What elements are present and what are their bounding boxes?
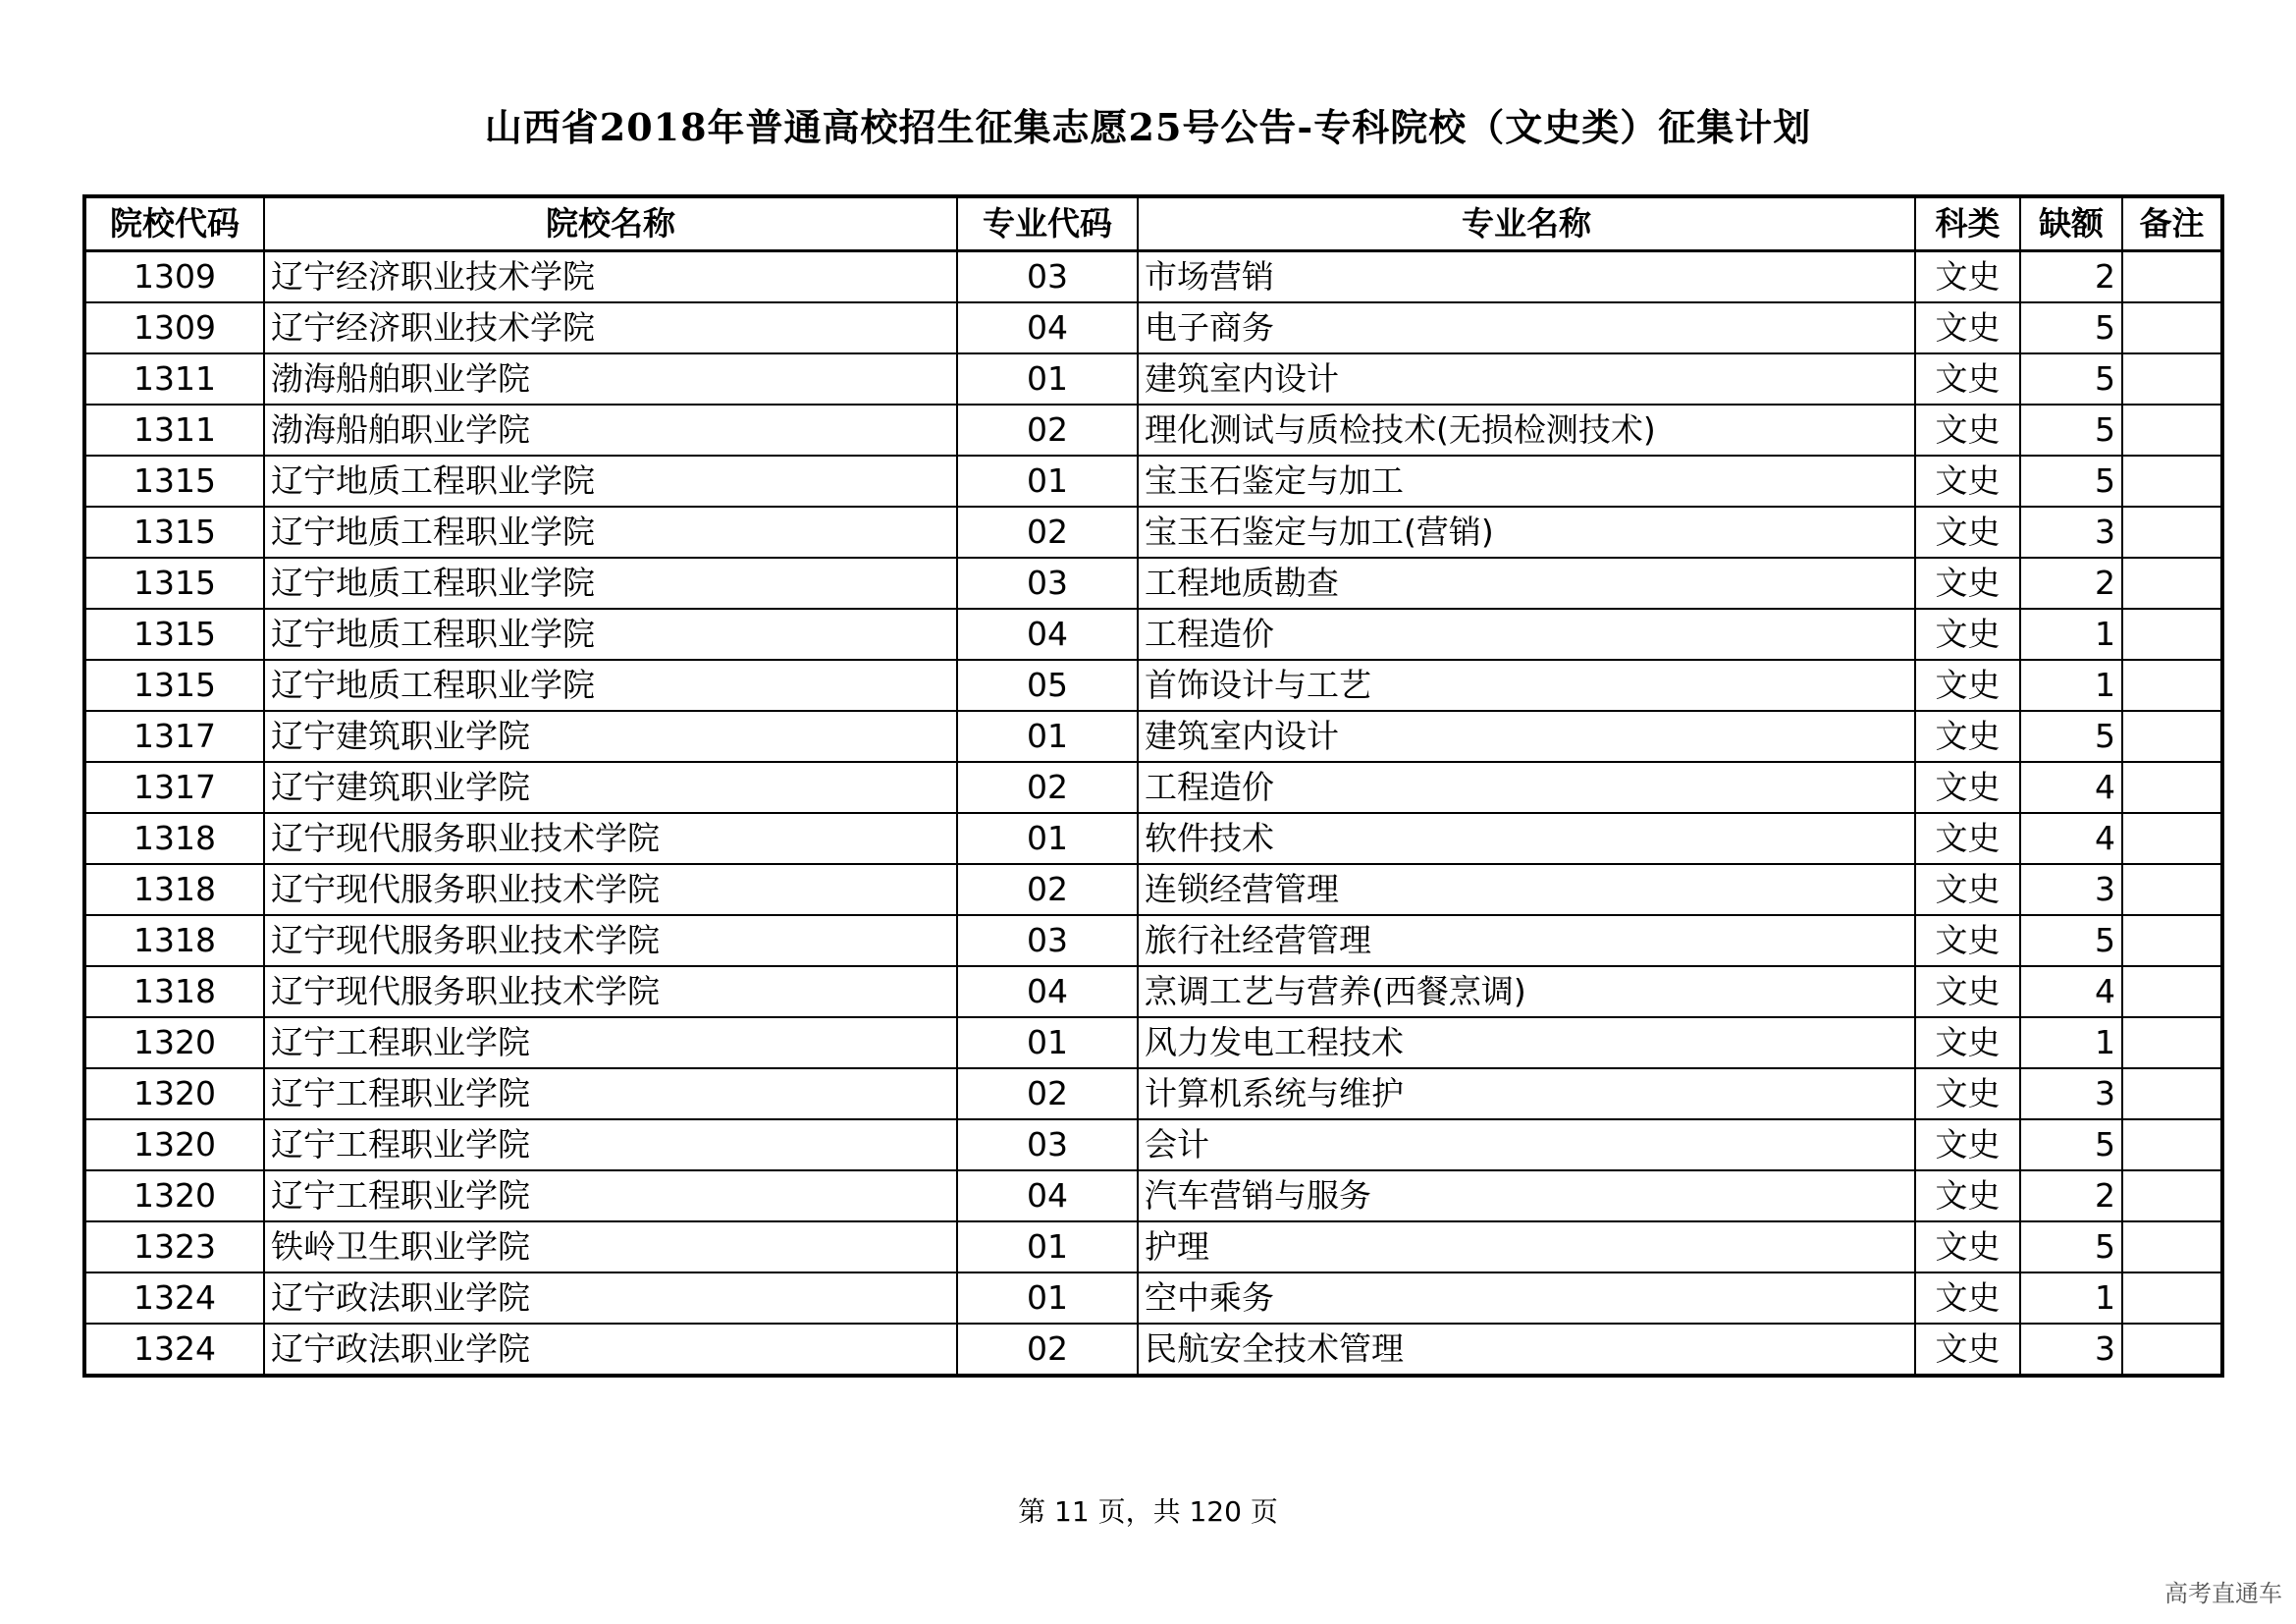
cell-school-name: 辽宁建筑职业学院 [264, 762, 957, 813]
cell-school-code: 1320 [84, 1068, 264, 1119]
cell-school-name: 辽宁建筑职业学院 [264, 711, 957, 762]
cell-major-name: 烹调工艺与营养(西餐烹调) [1138, 966, 1915, 1017]
cell-major-name: 市场营销 [1138, 251, 1915, 303]
cell-school-code: 1315 [84, 456, 264, 507]
page-number: 第 11 页，共 120 页 [1018, 1495, 1278, 1528]
cell-school-code: 1318 [84, 915, 264, 966]
cell-major-code: 01 [957, 353, 1138, 405]
cell-school-name: 辽宁经济职业技术学院 [264, 251, 957, 303]
cell-category: 文史 [1915, 1017, 2020, 1068]
cell-vacancies: 1 [2020, 660, 2122, 711]
cell-remarks [2122, 1119, 2222, 1170]
table-row [84, 1119, 2222, 1170]
table-row [84, 1324, 2222, 1376]
cell-major-code: 03 [957, 915, 1138, 966]
cell-school-name: 渤海船舶职业学院 [264, 405, 957, 456]
cell-remarks [2122, 1221, 2222, 1272]
cell-category: 文史 [1915, 660, 2020, 711]
cell-category: 文史 [1915, 711, 2020, 762]
cell-major-name: 软件技术 [1138, 813, 1915, 864]
header-remarks: 备注 [2122, 196, 2222, 251]
cell-remarks [2122, 711, 2222, 762]
cell-remarks [2122, 1017, 2222, 1068]
cell-remarks [2122, 762, 2222, 813]
table-row [84, 864, 2222, 915]
cell-category: 文史 [1915, 1170, 2020, 1221]
cell-vacancies: 5 [2020, 302, 2122, 353]
cell-major-code: 01 [957, 1272, 1138, 1324]
cell-category: 文史 [1915, 1324, 2020, 1376]
cell-school-code: 1318 [84, 813, 264, 864]
cell-remarks [2122, 405, 2222, 456]
cell-category: 文史 [1915, 302, 2020, 353]
table-row [84, 762, 2222, 813]
cell-major-code: 02 [957, 405, 1138, 456]
cell-category: 文史 [1915, 1272, 2020, 1324]
cell-major-code: 02 [957, 864, 1138, 915]
cell-vacancies: 5 [2020, 711, 2122, 762]
cell-category: 文史 [1915, 966, 2020, 1017]
cell-vacancies: 2 [2020, 251, 2122, 303]
table-header [84, 196, 2222, 251]
cell-category: 文史 [1915, 864, 2020, 915]
cell-vacancies: 3 [2020, 1324, 2122, 1376]
cell-remarks [2122, 609, 2222, 660]
cell-major-name: 电子商务 [1138, 302, 1915, 353]
cell-school-name: 辽宁现代服务职业技术学院 [264, 915, 957, 966]
cell-major-name: 工程造价 [1138, 609, 1915, 660]
cell-remarks [2122, 1170, 2222, 1221]
cell-major-code: 01 [957, 711, 1138, 762]
cell-school-name: 辽宁地质工程职业学院 [264, 507, 957, 558]
cell-major-code: 01 [957, 1017, 1138, 1068]
watermark: 高考直通车 [2164, 1580, 2282, 1607]
cell-major-code: 01 [957, 456, 1138, 507]
cell-major-name: 工程地质勘查 [1138, 558, 1915, 609]
cell-major-code: 03 [957, 251, 1138, 303]
cell-school-code: 1323 [84, 1221, 264, 1272]
cell-school-name: 辽宁经济职业技术学院 [264, 302, 957, 353]
cell-vacancies: 5 [2020, 456, 2122, 507]
cell-remarks [2122, 864, 2222, 915]
cell-major-name: 宝玉石鉴定与加工 [1138, 456, 1915, 507]
table-row [84, 251, 2222, 303]
cell-vacancies: 1 [2020, 1272, 2122, 1324]
cell-major-code: 03 [957, 558, 1138, 609]
cell-school-code: 1311 [84, 353, 264, 405]
table-row [84, 405, 2222, 456]
table-row [84, 353, 2222, 405]
cell-remarks [2122, 1068, 2222, 1119]
cell-major-code: 02 [957, 1068, 1138, 1119]
cell-school-name: 渤海船舶职业学院 [264, 353, 957, 405]
cell-school-code: 1311 [84, 405, 264, 456]
cell-remarks [2122, 660, 2222, 711]
table-row [84, 558, 2222, 609]
table-row [84, 660, 2222, 711]
cell-school-code: 1317 [84, 762, 264, 813]
cell-school-name: 辽宁工程职业学院 [264, 1170, 957, 1221]
cell-category: 文史 [1915, 915, 2020, 966]
cell-remarks [2122, 1324, 2222, 1376]
cell-remarks [2122, 813, 2222, 864]
header-vacancies: 缺额 [2020, 196, 2122, 251]
cell-major-code: 02 [957, 762, 1138, 813]
cell-major-code: 04 [957, 302, 1138, 353]
cell-vacancies: 4 [2020, 762, 2122, 813]
cell-vacancies: 3 [2020, 1068, 2122, 1119]
cell-major-code: 01 [957, 813, 1138, 864]
cell-category: 文史 [1915, 813, 2020, 864]
cell-school-code: 1324 [84, 1272, 264, 1324]
cell-category: 文史 [1915, 507, 2020, 558]
cell-major-name: 民航安全技术管理 [1138, 1324, 1915, 1376]
cell-major-code: 04 [957, 1170, 1138, 1221]
cell-school-code: 1320 [84, 1119, 264, 1170]
cell-remarks [2122, 1272, 2222, 1324]
cell-category: 文史 [1915, 558, 2020, 609]
cell-major-code: 04 [957, 966, 1138, 1017]
cell-school-code: 1315 [84, 507, 264, 558]
cell-school-name: 铁岭卫生职业学院 [264, 1221, 957, 1272]
cell-vacancies: 4 [2020, 813, 2122, 864]
cell-school-code: 1324 [84, 1324, 264, 1376]
cell-major-code: 01 [957, 1221, 1138, 1272]
cell-major-name: 风力发电工程技术 [1138, 1017, 1915, 1068]
cell-school-name: 辽宁地质工程职业学院 [264, 558, 957, 609]
cell-vacancies: 5 [2020, 915, 2122, 966]
cell-major-name: 计算机系统与维护 [1138, 1068, 1915, 1119]
cell-school-code: 1315 [84, 660, 264, 711]
cell-vacancies: 5 [2020, 1221, 2122, 1272]
cell-remarks [2122, 353, 2222, 405]
cell-category: 文史 [1915, 251, 2020, 303]
cell-vacancies: 3 [2020, 864, 2122, 915]
table-row [84, 711, 2222, 762]
cell-major-name: 汽车营销与服务 [1138, 1170, 1915, 1221]
header-category: 科类 [1915, 196, 2020, 251]
cell-vacancies: 1 [2020, 609, 2122, 660]
cell-major-code: 03 [957, 1119, 1138, 1170]
table-row [84, 507, 2222, 558]
cell-school-name: 辽宁工程职业学院 [264, 1017, 957, 1068]
cell-remarks [2122, 456, 2222, 507]
cell-school-name: 辽宁现代服务职业技术学院 [264, 966, 957, 1017]
cell-major-code: 02 [957, 507, 1138, 558]
cell-major-code: 05 [957, 660, 1138, 711]
cell-vacancies: 1 [2020, 1017, 2122, 1068]
table-row [84, 966, 2222, 1017]
cell-category: 文史 [1915, 353, 2020, 405]
table-row [84, 1221, 2222, 1272]
cell-major-name: 工程造价 [1138, 762, 1915, 813]
header-major-name: 专业名称 [1138, 196, 1915, 251]
cell-remarks [2122, 251, 2222, 303]
table-row [84, 456, 2222, 507]
cell-vacancies: 5 [2020, 405, 2122, 456]
header-major-code: 专业代码 [957, 196, 1138, 251]
cell-vacancies: 4 [2020, 966, 2122, 1017]
cell-category: 文史 [1915, 762, 2020, 813]
table-row [84, 1068, 2222, 1119]
cell-major-name: 首饰设计与工艺 [1138, 660, 1915, 711]
cell-school-name: 辽宁地质工程职业学院 [264, 609, 957, 660]
cell-remarks [2122, 507, 2222, 558]
cell-school-name: 辽宁地质工程职业学院 [264, 660, 957, 711]
cell-major-code: 02 [957, 1324, 1138, 1376]
cell-major-name: 建筑室内设计 [1138, 353, 1915, 405]
cell-school-name: 辽宁工程职业学院 [264, 1068, 957, 1119]
cell-school-code: 1309 [84, 302, 264, 353]
cell-vacancies: 5 [2020, 1119, 2122, 1170]
table-row [84, 915, 2222, 966]
cell-major-name: 旅行社经营管理 [1138, 915, 1915, 966]
table-body [84, 251, 2222, 1377]
cell-category: 文史 [1915, 1119, 2020, 1170]
cell-school-code: 1318 [84, 864, 264, 915]
table-row [84, 1017, 2222, 1068]
page-title: 山西省2018年普通高校招生征集志愿25号公告-专科院校（文史类）征集计划 [484, 105, 1812, 149]
header-row [84, 196, 2222, 251]
cell-school-name: 辽宁政法职业学院 [264, 1272, 957, 1324]
cell-major-code: 04 [957, 609, 1138, 660]
cell-vacancies: 5 [2020, 353, 2122, 405]
cell-school-code: 1315 [84, 609, 264, 660]
cell-vacancies: 3 [2020, 507, 2122, 558]
cell-school-code: 1317 [84, 711, 264, 762]
cell-school-code: 1309 [84, 251, 264, 303]
table-row [84, 1272, 2222, 1324]
header-school-code: 院校代码 [84, 196, 264, 251]
table-row [84, 302, 2222, 353]
cell-school-name: 辽宁工程职业学院 [264, 1119, 957, 1170]
cell-school-name: 辽宁地质工程职业学院 [264, 456, 957, 507]
cell-category: 文史 [1915, 609, 2020, 660]
enrollment-plan-table [82, 194, 2224, 1378]
cell-remarks [2122, 966, 2222, 1017]
cell-major-name: 连锁经营管理 [1138, 864, 1915, 915]
cell-major-name: 建筑室内设计 [1138, 711, 1915, 762]
cell-school-name: 辽宁现代服务职业技术学院 [264, 864, 957, 915]
cell-school-code: 1320 [84, 1017, 264, 1068]
cell-school-code: 1320 [84, 1170, 264, 1221]
cell-vacancies: 2 [2020, 558, 2122, 609]
cell-school-code: 1318 [84, 966, 264, 1017]
cell-remarks [2122, 915, 2222, 966]
cell-major-name: 空中乘务 [1138, 1272, 1915, 1324]
cell-category: 文史 [1915, 405, 2020, 456]
table-row [84, 609, 2222, 660]
cell-school-name: 辽宁现代服务职业技术学院 [264, 813, 957, 864]
cell-school-name: 辽宁政法职业学院 [264, 1324, 957, 1376]
cell-major-name: 宝玉石鉴定与加工(营销) [1138, 507, 1915, 558]
cell-remarks [2122, 558, 2222, 609]
cell-remarks [2122, 302, 2222, 353]
table-row [84, 1170, 2222, 1221]
header-school-name: 院校名称 [264, 196, 957, 251]
cell-vacancies: 2 [2020, 1170, 2122, 1221]
cell-category: 文史 [1915, 456, 2020, 507]
table-row [84, 813, 2222, 864]
cell-category: 文史 [1915, 1068, 2020, 1119]
cell-category: 文史 [1915, 1221, 2020, 1272]
cell-major-name: 会计 [1138, 1119, 1915, 1170]
cell-major-name: 理化测试与质检技术(无损检测技术) [1138, 405, 1915, 456]
cell-school-code: 1315 [84, 558, 264, 609]
cell-major-name: 护理 [1138, 1221, 1915, 1272]
